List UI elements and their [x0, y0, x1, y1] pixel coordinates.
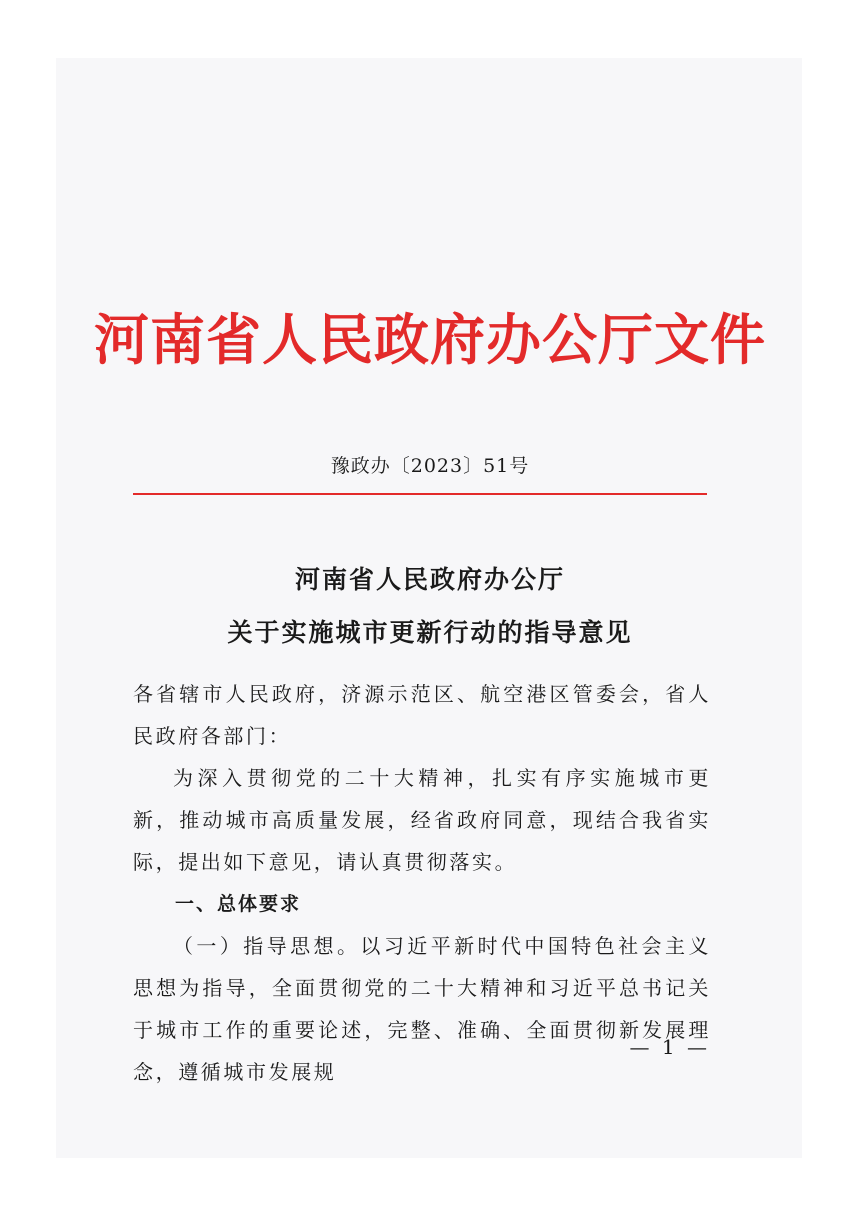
red-divider-line	[133, 493, 707, 495]
guiding-ideology-paragraph	[133, 925, 711, 1093]
title-line-1: 河南省人民政府办公厅	[294, 565, 565, 594]
page-number: — 1 —	[629, 1035, 710, 1059]
issuer-banner: 河南省人民政府办公厅文件	[93, 308, 766, 372]
item-lead: （一）指导思想。	[173, 934, 361, 958]
section-heading: 一、总体要求	[175, 893, 302, 915]
document-number: 豫政办〔2023〕51号	[330, 455, 530, 477]
item-text: 以习近平新时代中国特色社会主义思想为指导，全面贯彻党的二十大精神和习近平总书记关于城市工作的重要论述，完整、准确、全面贯彻新发展理念，遵循城市发展规	[133, 934, 711, 1084]
intro-paragraph: 为深入贯彻党的二十大精神，扎实有序实施城市更新，推动城市高质量发展，经省政府同意，现结合我省实际，提出如下意见，请认真贯彻落实。	[133, 766, 711, 874]
addressee-paragraph: 各省辖市人民政府，济源示范区、航空港区管委会，省人民政府各部门：	[133, 682, 711, 748]
title-line-2: 关于实施城市更新行动的指导意见	[227, 618, 633, 647]
